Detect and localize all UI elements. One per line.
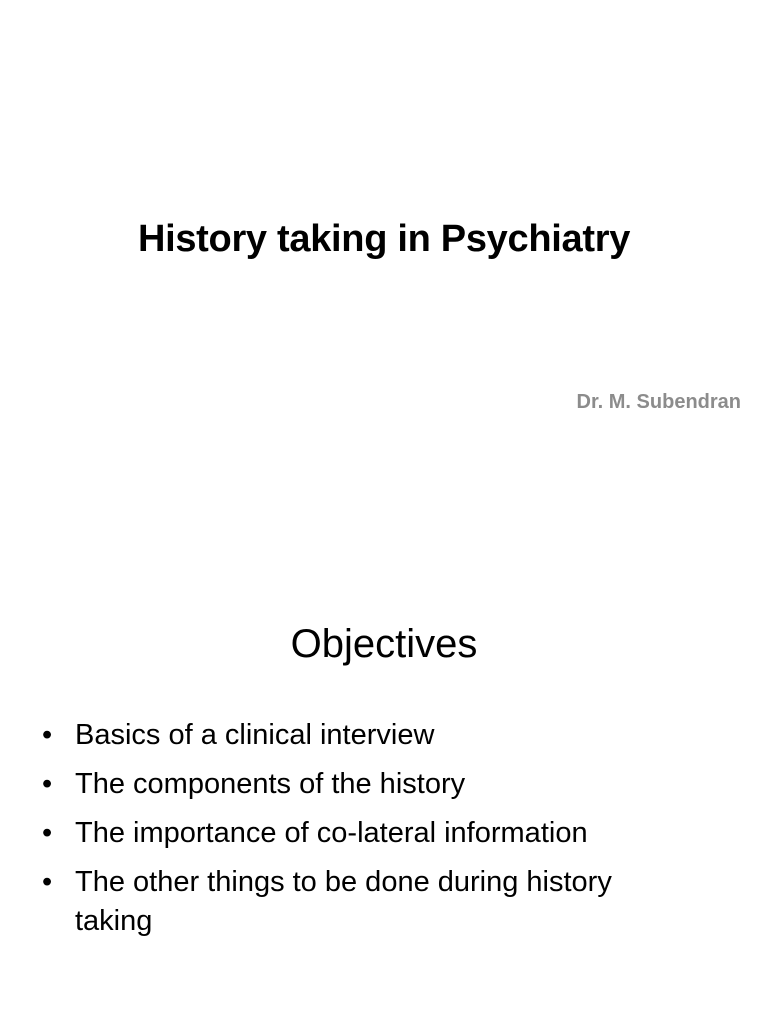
list-item-text: The importance of co-lateral information <box>75 817 588 849</box>
objectives-list <box>42 716 682 951</box>
list-item <box>42 765 682 804</box>
objectives-slide <box>0 576 768 1024</box>
bullet-icon: • <box>42 817 53 849</box>
bullet-icon: • <box>42 719 53 751</box>
list-item-text: The components of the history <box>75 768 466 800</box>
list-item <box>42 716 682 755</box>
bullet-icon: • <box>42 768 53 800</box>
list-item-text: Basics of a clinical interview <box>75 719 435 751</box>
list-item-text: The other things to be done during history taking <box>75 866 612 937</box>
bullet-icon: • <box>42 866 53 898</box>
list-item <box>42 814 682 853</box>
objectives-title: Objectives <box>290 622 478 666</box>
list-item <box>42 863 682 941</box>
slide-title: History taking in Psychiatry <box>137 218 631 260</box>
author-name: Dr. M. Subendran <box>576 391 741 413</box>
